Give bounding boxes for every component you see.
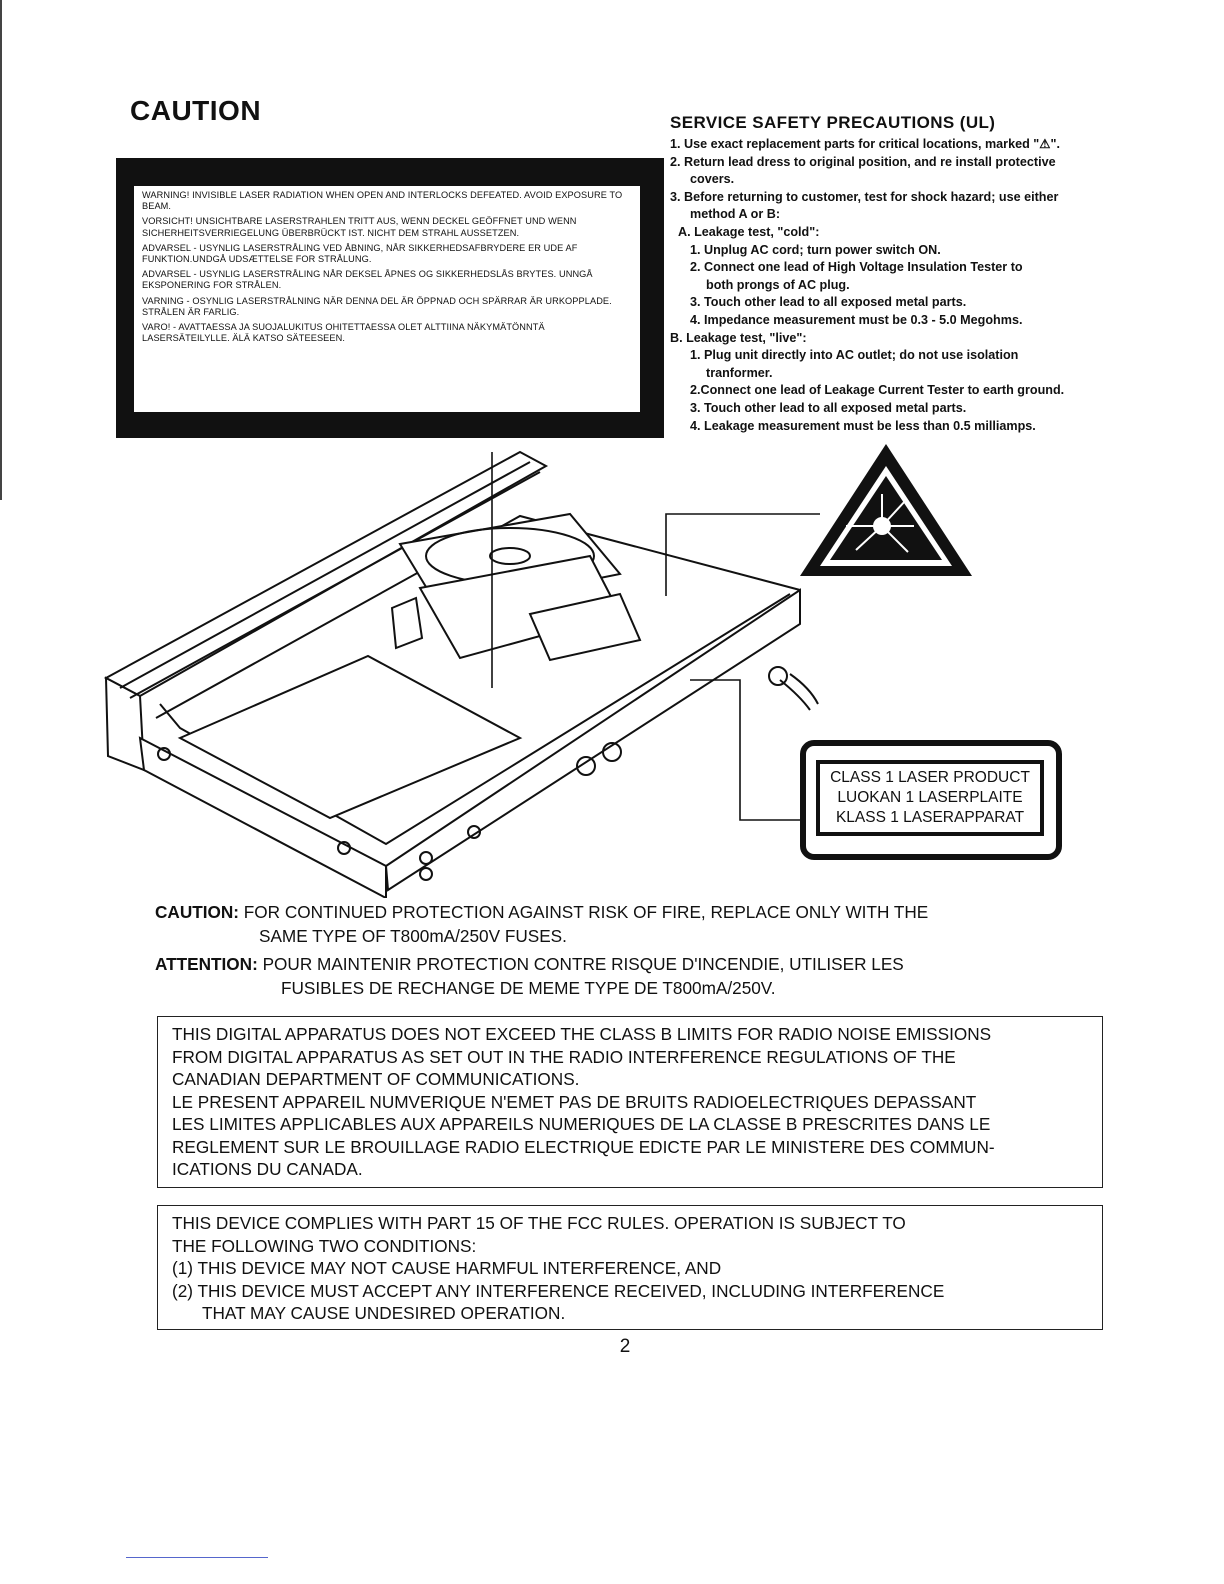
page-title: CAUTION bbox=[130, 95, 262, 126]
laser-warning-text-area bbox=[134, 186, 640, 412]
warning-german: VORSICHT! UNSICHTBARE LASERSTRAHLEN TRITT AUS, WENN DECKEL GEÖFFNET UND WENN SICHERHEITSVERRIEGELUNG ÜBERBRÜCKT IST. NICHT DEM STRAHL AUSSETZEN. bbox=[142, 216, 577, 238]
leader-line bbox=[690, 680, 800, 820]
canada-line-7: ICATIONS DU CANADA. bbox=[172, 1159, 363, 1179]
class-label-line-2: LUOKAN 1 LASERPLAITE bbox=[837, 789, 1023, 806]
live-step-4: 4. Leakage measurement must be less than 0.5 milliamps. bbox=[690, 418, 1036, 433]
leakage-test-live-title: B. Leakage test, "live": bbox=[670, 330, 807, 345]
canada-line-2: FROM DIGITAL APPARATUS AS SET OUT IN THE RADIO INTERFERENCE REGULATIONS OF THE bbox=[172, 1046, 956, 1067]
precaution-item-1: 1. Use exact replacement parts for critical locations, marked "⚠". bbox=[670, 137, 1061, 151]
canada-line-3: CANADIAN DEPARTMENT OF COMMUNICATIONS. bbox=[172, 1069, 580, 1089]
canada-line-6: REGLEMENT SUR LE BROUILLAGE RADIO ELECTRIQUE EDICTE PAR LE MINISTERE DES COMMUN- bbox=[172, 1136, 995, 1157]
fuse-notice bbox=[155, 900, 1115, 1000]
footnote-rule bbox=[126, 1557, 268, 1558]
canada-line-4: LE PRESENT APPAREIL NUMVERIQUE N'EMET PAS DE BRUITS RADIOELECTRIQUES DEPASSANT bbox=[172, 1091, 977, 1112]
fuse-caution-cont: SAME TYPE OF T800mA/250V FUSES. bbox=[259, 926, 567, 946]
cold-step-2: 2. Connect one lead of High Voltage Insulation Tester to bbox=[690, 260, 1023, 275]
fuse-caution-text: FOR CONTINUED PROTECTION AGAINST RISK OF FIRE, REPLACE ONLY WITH THE bbox=[239, 902, 929, 922]
fuse-attention-line bbox=[155, 952, 1115, 976]
live-step-1-cont: tranformer. bbox=[706, 365, 773, 380]
class-1-laser-label-text bbox=[816, 760, 1044, 836]
page-edge-mark bbox=[0, 0, 2, 500]
fcc-line-2: THE FOLLOWING TWO CONDITIONS: bbox=[172, 1235, 477, 1256]
class-1-laser-label bbox=[800, 740, 1062, 860]
canada-line-1: THIS DIGITAL APPARATUS DOES NOT EXCEED THE CLASS B LIMITS FOR RADIO NOISE EMISSIONS bbox=[172, 1024, 992, 1044]
cold-step-2-cont: both prongs of AC plug. bbox=[706, 277, 850, 292]
live-step-3: 3. Touch other lead to all exposed metal parts. bbox=[690, 400, 967, 415]
fcc-line-4: (2) THIS DEVICE MUST ACCEPT ANY INTERFERENCE RECEIVED, INCLUDING INTERFERENCE bbox=[172, 1280, 945, 1301]
warning-swedish: VARNING - OSYNLIG LASERSTRÅLNING NÄR DENNA DEL ÄR ÖPPNAD OCH SPÄRRAR ÄR URKOPPLADE. STRÅLEN ÄR FARLIG. bbox=[142, 295, 612, 317]
laser-warning-label bbox=[116, 158, 664, 438]
leakage-test-cold-title: A. Leakage test, "cold": bbox=[678, 224, 820, 239]
laser-hazard-triangle-icon bbox=[796, 440, 976, 580]
warning-norwegian: ADVARSEL - USYNLIG LASERSTRÅLING NÅR DEKSEL ÅPNES OG SIKKERHEDSLÅS BRYTES. UNNGÅ EKSPONERING FOR STRÅLEN. bbox=[142, 269, 593, 291]
cold-step-1: 1. Unplug AC cord; turn power switch ON. bbox=[690, 242, 941, 257]
fuse-caution-label: CAUTION: bbox=[155, 902, 240, 922]
fcc-line-3: (1) THIS DEVICE MAY NOT CAUSE HARMFUL INTERFERENCE, AND bbox=[172, 1258, 722, 1278]
live-step-2: 2.Connect one lead of Leakage Current Tester to earth ground. bbox=[690, 383, 1065, 398]
live-step-1: 1. Plug unit directly into AC outlet; do not use isolation bbox=[690, 348, 1019, 363]
fcc-line-1: THIS DEVICE COMPLIES WITH PART 15 OF THE FCC RULES. OPERATION IS SUBJECT TO bbox=[172, 1213, 906, 1233]
power-cord bbox=[790, 674, 818, 704]
cold-step-4: 4. Impedance measurement must be 0.3 - 5.0 Megohms. bbox=[690, 312, 1023, 327]
precaution-item-2: 2. Return lead dress to original position, and re install protective bbox=[670, 154, 1056, 169]
canada-line-5: LES LIMITES APPLICABLES AUX APPAREILS NUMERIQUES DE LA CLASSE B PRESCRITES DANS LE bbox=[172, 1114, 991, 1134]
fcc-line-5: THAT MAY CAUSE UNDESIRED OPERATION. bbox=[202, 1303, 566, 1323]
class-label-line-3: KLASS 1 LASERAPPARAT bbox=[835, 809, 1025, 826]
precaution-item-3-cont: method A or B: bbox=[690, 207, 781, 222]
connector-jack bbox=[420, 868, 432, 880]
service-safety-title: SERVICE SAFETY PRECAUTIONS (UL) bbox=[670, 113, 996, 132]
fuse-caution-line bbox=[155, 900, 1115, 924]
fuse-attention-text: POUR MAINTENIR PROTECTION CONTRE RISQUE D'INCENDIE, UTILISER LES bbox=[257, 954, 904, 974]
warning-english: WARNING! INVISIBLE LASER RADIATION WHEN OPEN AND INTERLOCKS DEFEATED. AVOID EXPOSURE TO BEAM. bbox=[142, 190, 623, 212]
service-safety-precautions bbox=[670, 113, 1150, 435]
precaution-item-2-cont: covers. bbox=[690, 172, 735, 187]
power-cord bbox=[780, 680, 810, 710]
precaution-item-3: 3. Before returning to customer, test for shock hazard; use either bbox=[670, 189, 1059, 204]
fuse-attention-cont: FUSIBLES DE RECHANGE DE MEME TYPE DE T800mA/250V. bbox=[281, 978, 776, 998]
fuse-attention-label: ATTENTION: bbox=[155, 954, 258, 974]
page-number: 2 bbox=[619, 1336, 631, 1357]
class-label-line-1: CLASS 1 LASER PRODUCT bbox=[830, 769, 1030, 786]
canada-compliance-notice bbox=[157, 1016, 1103, 1188]
fcc-compliance-notice bbox=[157, 1205, 1103, 1330]
cd-player-chassis-diagram bbox=[100, 438, 820, 898]
warning-finnish: VARO! - AVATTAESSA JA SUOJALUKITUS OHITETTAESSA OLET ALTTIINA NÄKYMÄTÖNNTÄ LASERSÄTEILYLLE. ÄLÄ KATSO SÄTEESEEN. bbox=[142, 322, 545, 344]
cold-step-3: 3. Touch other lead to all exposed metal parts. bbox=[690, 295, 967, 310]
warning-danish: ADVARSEL - USYNLIG LASERSTRÅLING VED ÅBNING, NÅR SIKKERHEDSAFBRYDERE ER UDE AF FUNKTION.UNDGÅ UDSÆTTELSE FOR STRÅLUNG. bbox=[142, 242, 578, 265]
mount-bracket bbox=[392, 598, 422, 648]
